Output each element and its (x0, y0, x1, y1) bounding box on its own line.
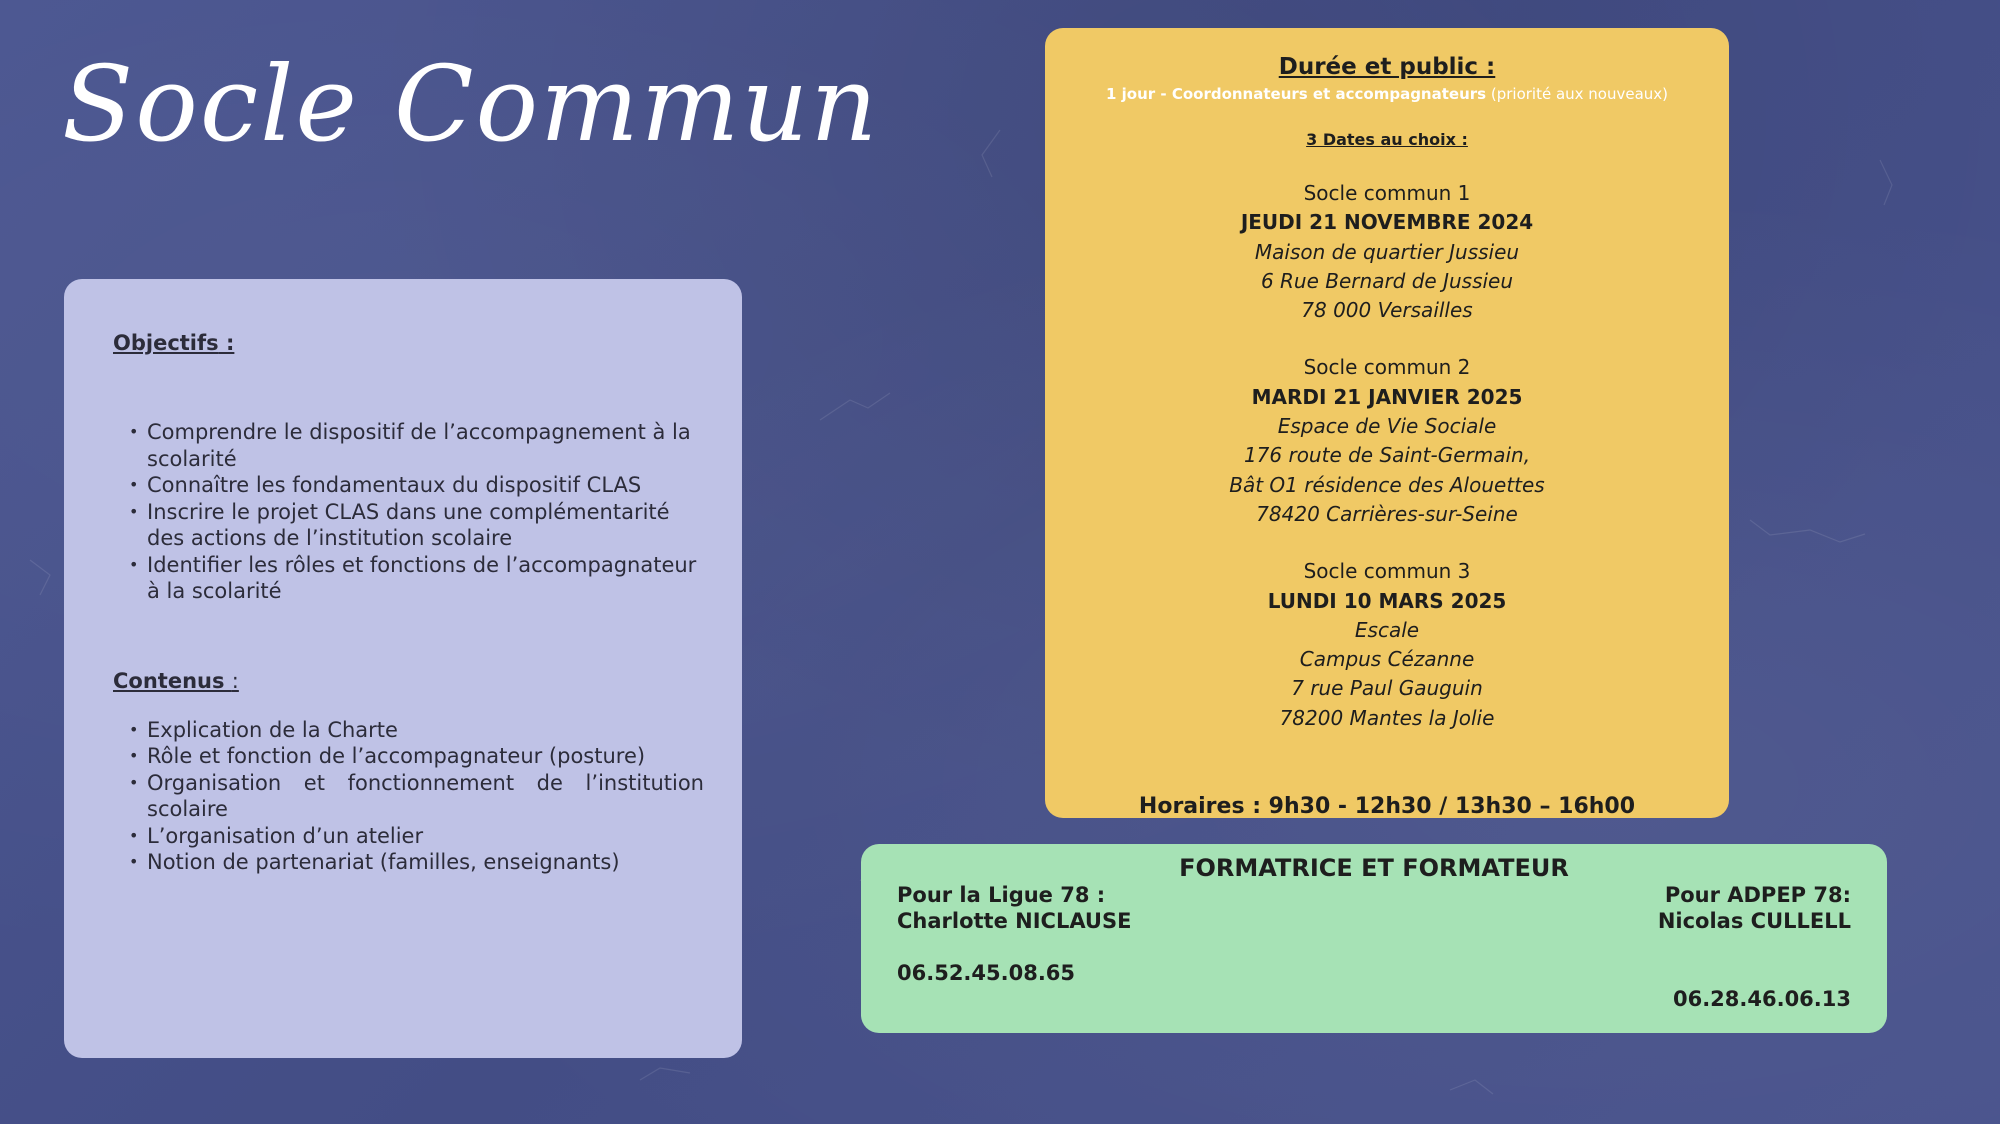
list-item: • Comprendre le dispositif de l’accompagnement à la scolarité (131, 419, 704, 472)
list-item: • Rôle et fonction de l’accompagnateur (posture) (131, 743, 704, 770)
objectives-heading: Objectifs : (113, 331, 235, 355)
list-item: • L’organisation d’un atelier (131, 823, 704, 850)
session-address-line: Bât O1 résidence des Alouettes (1229, 472, 1545, 497)
list-item: • Organisation et fonctionnement de l’institution scolaire (131, 770, 704, 823)
list-item: • Inscrire le projet CLAS dans une complémentarité des actions de l’institution scolaire (131, 499, 704, 552)
trainer-phone: 06.28.46.06.13 (1672, 987, 1851, 1011)
trainer-name: Charlotte NICLAUSE (897, 909, 1132, 933)
trainers-heading: FORMATRICE ET FORMATEUR (1179, 854, 1569, 882)
trainer-right (1658, 882, 1851, 1012)
session-address-line: 7 rue Paul Gauguin (1291, 676, 1483, 701)
duration-subtitle: 1 jour - Coordonnateurs et accompagnateurs (priorité aux nouveaux) (1105, 85, 1669, 103)
session-date: MARDI 21 JANVIER 2025 (1251, 384, 1523, 409)
session-address-line: 78200 Mantes la Jolie (1279, 705, 1495, 730)
objectives-list (113, 419, 704, 605)
contents-heading: Contenus : (113, 668, 239, 693)
list-item: • Connaître les fondamentaux du dispositif CLAS (131, 472, 704, 499)
session-address-line: Escale (1354, 617, 1420, 642)
session-address-line: Campus Cézanne (1299, 647, 1475, 672)
page-title: Socle Commun (62, 43, 880, 165)
session-address-line: Espace de Vie Sociale (1277, 414, 1497, 439)
dates-panel (1045, 28, 1729, 818)
session-date: JEUDI 21 NOVEMBRE 2024 (1240, 210, 1534, 235)
trainer-name: Nicolas CULLELL (1657, 909, 1851, 933)
session-1 (1045, 179, 1729, 325)
trainers-panel (861, 844, 1887, 1033)
list-item: • Notion de partenariat (familles, enseignants) (131, 849, 704, 876)
contents-list (113, 717, 704, 876)
trainer-left (897, 882, 1131, 986)
session-name: Socle commun 3 (1303, 559, 1471, 584)
trainer-organization: Pour ADPEP 78: (1664, 883, 1851, 907)
session-name: Socle commun 2 (1303, 355, 1471, 380)
dates-heading: 3 Dates au choix : (1306, 130, 1468, 149)
session-name: Socle commun 1 (1303, 181, 1471, 205)
list-item: • Explication de la Charte (131, 717, 704, 744)
session-address-line: 6 Rue Bernard de Jussieu (1260, 268, 1514, 293)
session-address-line: 78 000 Versailles (1301, 298, 1473, 323)
list-item: • Identifier les rôles et fonctions de l’accompagnateur à la scolarité (131, 552, 704, 605)
session-2 (1045, 353, 1729, 529)
session-date: LUNDI 10 MARS 2025 (1267, 588, 1507, 613)
schedule-hours: Horaires : 9h30 - 12h30 / 13h30 – 16h00 (1138, 794, 1636, 819)
session-address-line: 78420 Carrières-sur-Seine (1256, 501, 1518, 526)
objectives-panel (64, 279, 742, 1058)
trainer-phone: 06.52.45.08.65 (897, 961, 1076, 985)
session-address-line: Maison de quartier Jussieu (1254, 239, 1520, 264)
session-3 (1045, 557, 1729, 733)
trainer-organization: Pour la Ligue 78 : (897, 883, 1106, 907)
duration-heading: Durée et public : (1278, 54, 1496, 80)
session-address-line: 176 route de Saint-Germain, (1243, 443, 1531, 468)
